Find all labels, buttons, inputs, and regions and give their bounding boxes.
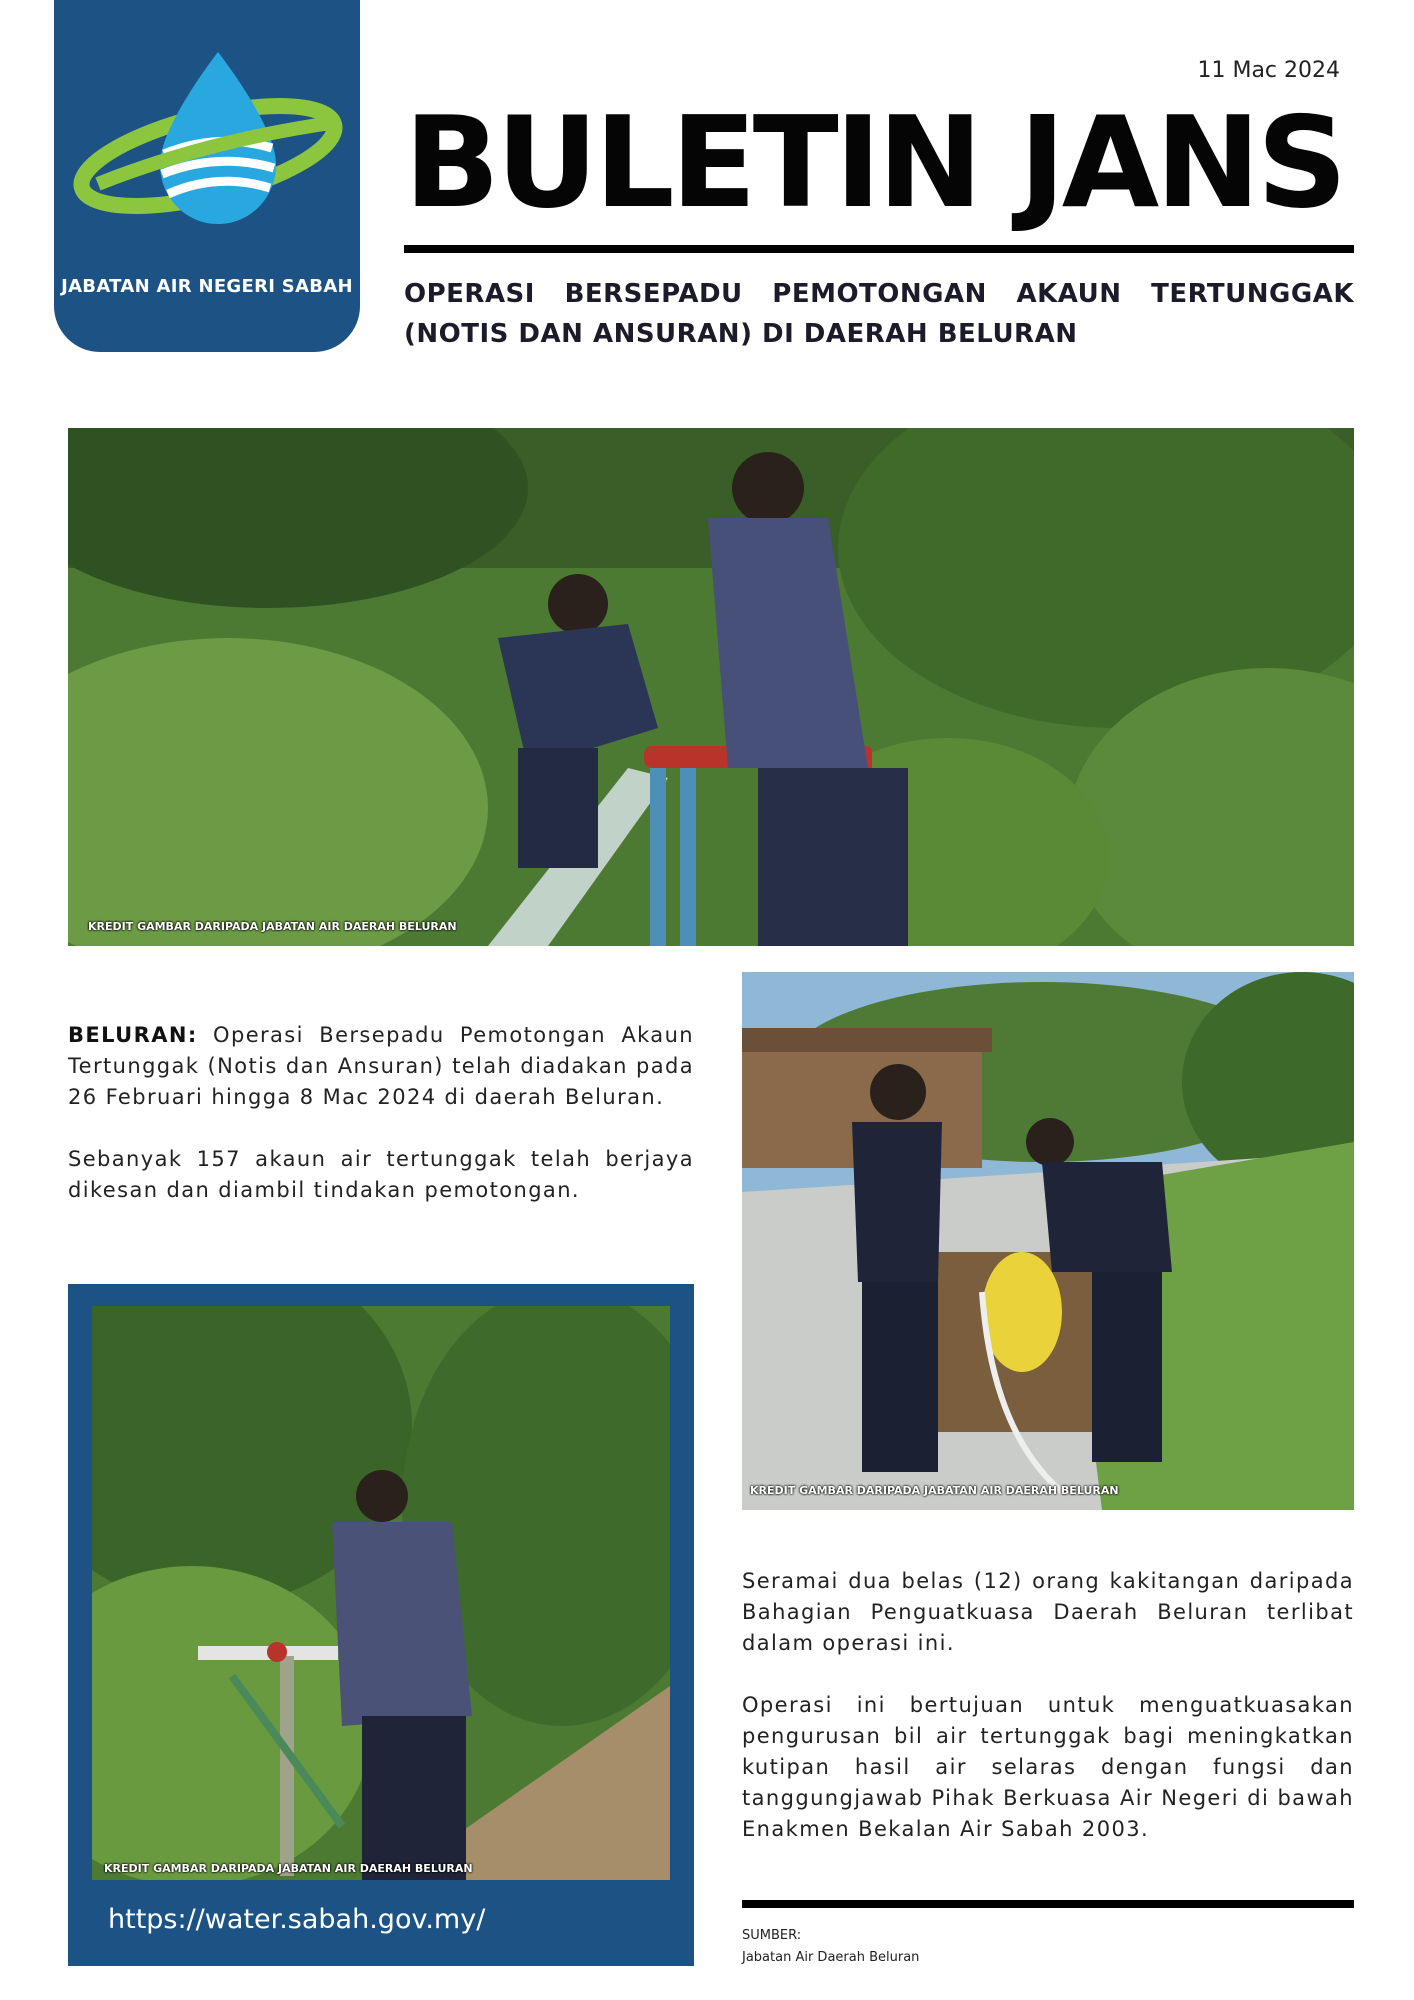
paragraph-4: Operasi ini bertujuan untuk menguatkuasakan pengurusan bil air tertunggak bagi meningkatkan kutipan hasil air selaras dengan fungsi dan tanggungjawab Pihak Berkuasa Air Negeri di bawah Enakmen Bekalan Air Sabah 2003. bbox=[742, 1693, 1354, 1841]
photo-credit: KREDIT GAMBAR DARIPADA JABATAN AIR DAERAH BELURAN bbox=[104, 1862, 473, 1875]
website-link[interactable]: https://water.sabah.gov.my/ bbox=[108, 1904, 486, 1935]
issue-date: 11 Mac 2024 bbox=[1197, 58, 1340, 83]
source-value: Jabatan Air Daerah Beluran bbox=[742, 1950, 920, 1965]
photo-main bbox=[68, 428, 1354, 946]
article-intro bbox=[68, 1020, 694, 1237]
article-body bbox=[742, 1566, 1354, 1876]
logo-panel bbox=[54, 0, 360, 352]
paragraph-3: Seramai dua belas (12) orang kakitangan daripada Bahagian Penguatkuasa Daerah Beluran terlibat dalam operasi ini. bbox=[742, 1569, 1354, 1655]
header-divider bbox=[404, 245, 1354, 253]
water-drop-logo-icon bbox=[68, 36, 348, 236]
dateline: BELURAN: bbox=[68, 1023, 198, 1047]
footer-divider bbox=[742, 1900, 1354, 1908]
photo-credit: KREDIT GAMBAR DARIPADA JABATAN AIR DAERAH BELURAN bbox=[750, 1484, 1119, 1497]
paragraph-2: Sebanyak 157 akaun air tertunggak telah berjaya dikesan dan diambil tindakan pemotongan. bbox=[68, 1147, 694, 1202]
photo-roadside bbox=[742, 972, 1354, 1510]
article-headline: OPERASI BERSEPADU PEMOTONGAN AKAUN TERTUNGGAK (NOTIS DAN ANSURAN) DI DAERAH BELURAN bbox=[404, 279, 1354, 349]
lead-paragraph bbox=[68, 1020, 694, 1113]
org-name: JABATAN AIR NEGERI SABAH bbox=[61, 276, 353, 297]
lead-text: Operasi Bersepadu Pemotongan Akaun Tertunggak (Notis dan Ansuran) telah diadakan pada 26 Februari hingga 8 Mac 2024 di daerah Beluran. bbox=[68, 1023, 694, 1109]
photo-credit: KREDIT GAMBAR DARIPADA JABATAN AIR DAERAH BELURAN bbox=[88, 920, 457, 933]
page-title: BULETIN JANS bbox=[404, 89, 1344, 236]
photo-standpipe bbox=[92, 1306, 670, 1880]
source-label: SUMBER: bbox=[742, 1928, 802, 1943]
